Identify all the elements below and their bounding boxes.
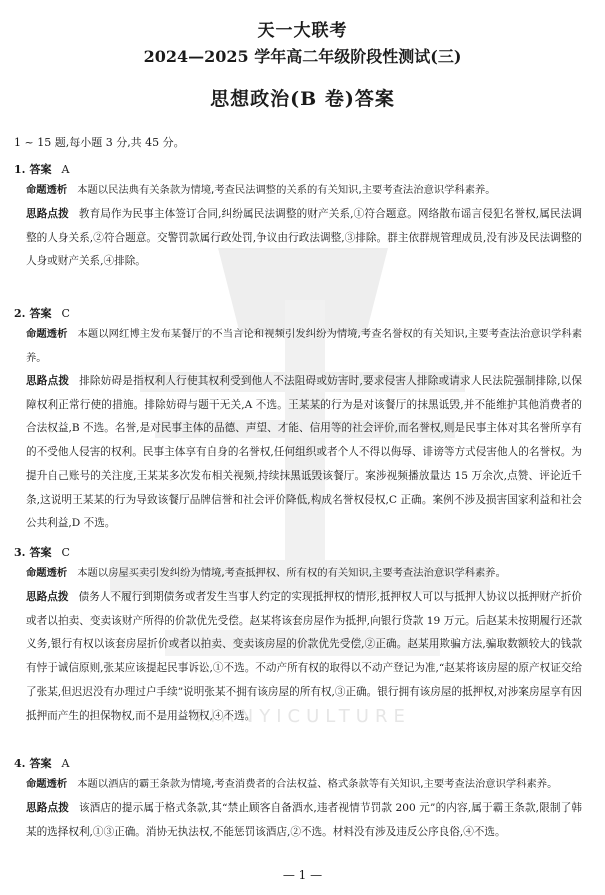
- answer-value: C: [61, 546, 70, 559]
- question-number: 1.: [14, 163, 26, 176]
- hint-text: 债务人不履行到期债务或者发生当事人约定的实现抵押权的情形,抵押权人可以与抵押人协议以抵押财产折价或者以拍卖、变卖该财产所得的价款优先受偿。赵某将该套房屋作为抵押,向银行贷款 19 万元。后赵某未按期履行还款义务,银行有权以该套房屋折价或者以拍卖、变卖该房屋的价款优先受偿,②正确。赵某用欺骗方法,骗取数额较大的钱款有悖于诚信原则,张某应该提起民事诉讼,①不选。不动产所有权的取得以不动产登记为准,“赵某将该房屋的原产权证交给了张某,但迟迟没有办理过户手续”说明张某不拥有该房屋的所有权,③正确。银行拥有该房屋的抵押权,对涉案房屋享有因抵押而产生的担保物权,而不是用益物权,④不选。: [26, 591, 582, 722]
- analysis-label: 命题透析: [26, 184, 68, 196]
- hint-text: 教育局作为民事主体签订合同,纠纷属民法调整的财产关系,①符合题意。网络散布谣言侵犯名誉权,属民法调整的人身关系,②符合题意。交警罚款属行政处罚,争议由行政法调整,③排除。群主依群规管理成员,没有涉及民法调整的人身或财产关系,④排除。: [26, 208, 582, 268]
- page-number: — 1 —: [282, 868, 323, 882]
- question-1-analysis: [26, 179, 582, 203]
- analysis-label: 命题透析: [26, 778, 68, 790]
- answer-value: A: [61, 163, 70, 176]
- answer-label: 答案: [29, 757, 52, 770]
- hint-label: 思路点拨: [26, 802, 69, 814]
- question-4-analysis: [26, 773, 582, 797]
- answer-label: 答案: [29, 307, 52, 320]
- analysis-label: 命题透析: [26, 567, 68, 579]
- question-2-analysis: [26, 323, 582, 370]
- exam-title: 2024—2025 学年高二年级阶段性测试(三): [143, 47, 462, 66]
- hint-text: 该酒店的提示属于格式条款,其“禁止顾客自备酒水,违者视情节罚款 200 元”的内容,属于霸王条款,限制了韩某的选择权利,①③正确。消协无执法权,不能惩罚该酒店,②不选。材料没有涉及违反公序良俗,④不选。: [26, 802, 582, 838]
- watermark-text: TIANYICULTURE: [193, 706, 411, 727]
- question-3-hint: [26, 586, 582, 728]
- hint-text: 排除妨碍是指权利人行使其权利受到他人不法阻碍或妨害时,要求侵害人排除或请求人民法院强制排除,以保障权利正常行使的措施。排除妨碍与题干无关,A 不选。王某某的行为是对该餐厅的抹黑诋毁,并不能维护其他消费者的合法权益,B 不选。名誉,是对民事主体的品德、声望、才能、信用等的社会评价,而名誉权,则是民事主体对其名誉所享有的不受他人侵害的权利。民事主体享有自身的名誉权,任何组织或者个人不得以侮辱、诽谤等方式侵害他人的名誉权。为提升自己账号的关注度,王某某多次发布相关视频,持续抹黑诋毁该餐厅。案涉视频播放量达 15 万余次,点赞、评论近千条,这说明王某某的行为导致该餐厅品牌信誉和社会评价降低,构成名誉权侵权,C 正确。案例不涉及损害国家利益和社会公共利益,D 不选。: [26, 375, 583, 530]
- hint-label: 思路点拨: [26, 591, 69, 603]
- hint-label: 思路点拨: [26, 375, 70, 387]
- question-1-answer-line: [14, 161, 69, 177]
- question-3-analysis: [26, 562, 582, 586]
- analysis-text: 本题以网红博主发布某餐厅的不当言论和视频引发纠纷为情境,考查名誉权的有关知识,主要考查法治意识学科素养。: [26, 328, 583, 364]
- score-note: 1 ~ 15 题,每小题 3 分,共 45 分。: [14, 136, 185, 149]
- analysis-label: 命题透析: [26, 328, 68, 340]
- answer-label: 答案: [29, 163, 52, 176]
- question-1-hint: [26, 203, 582, 274]
- analysis-text: 本题以酒店的霸王条款为情境,考查消费者的合法权益、格式条款等有关知识,主要考查法治意识学科素养。: [77, 778, 558, 790]
- question-4-answer-line: [14, 755, 69, 771]
- answer-value: C: [61, 307, 70, 320]
- question-number: 2.: [14, 307, 26, 320]
- answer-label: 答案: [29, 546, 52, 559]
- answer-value: A: [61, 757, 70, 770]
- analysis-text: 本题以房屋买卖引发纠纷为情境,考查抵押权、所有权的有关知识,主要考查法治意识学科素养。: [77, 567, 506, 579]
- question-number: 4.: [14, 757, 26, 770]
- question-number: 3.: [14, 546, 26, 559]
- question-2-hint: [26, 370, 582, 536]
- hint-label: 思路点拨: [26, 208, 69, 220]
- subject-title: 思想政治(B 卷)答案: [210, 88, 395, 110]
- question-3-answer-line: [14, 544, 70, 560]
- question-2-answer-line: [14, 305, 70, 321]
- analysis-text: 本题以民法典有关条款为情境,考查民法调整的关系的有关知识,主要考查法治意识学科素养。: [77, 184, 496, 196]
- question-4-hint: [26, 797, 582, 844]
- org-title: 天一大联考: [257, 21, 348, 41]
